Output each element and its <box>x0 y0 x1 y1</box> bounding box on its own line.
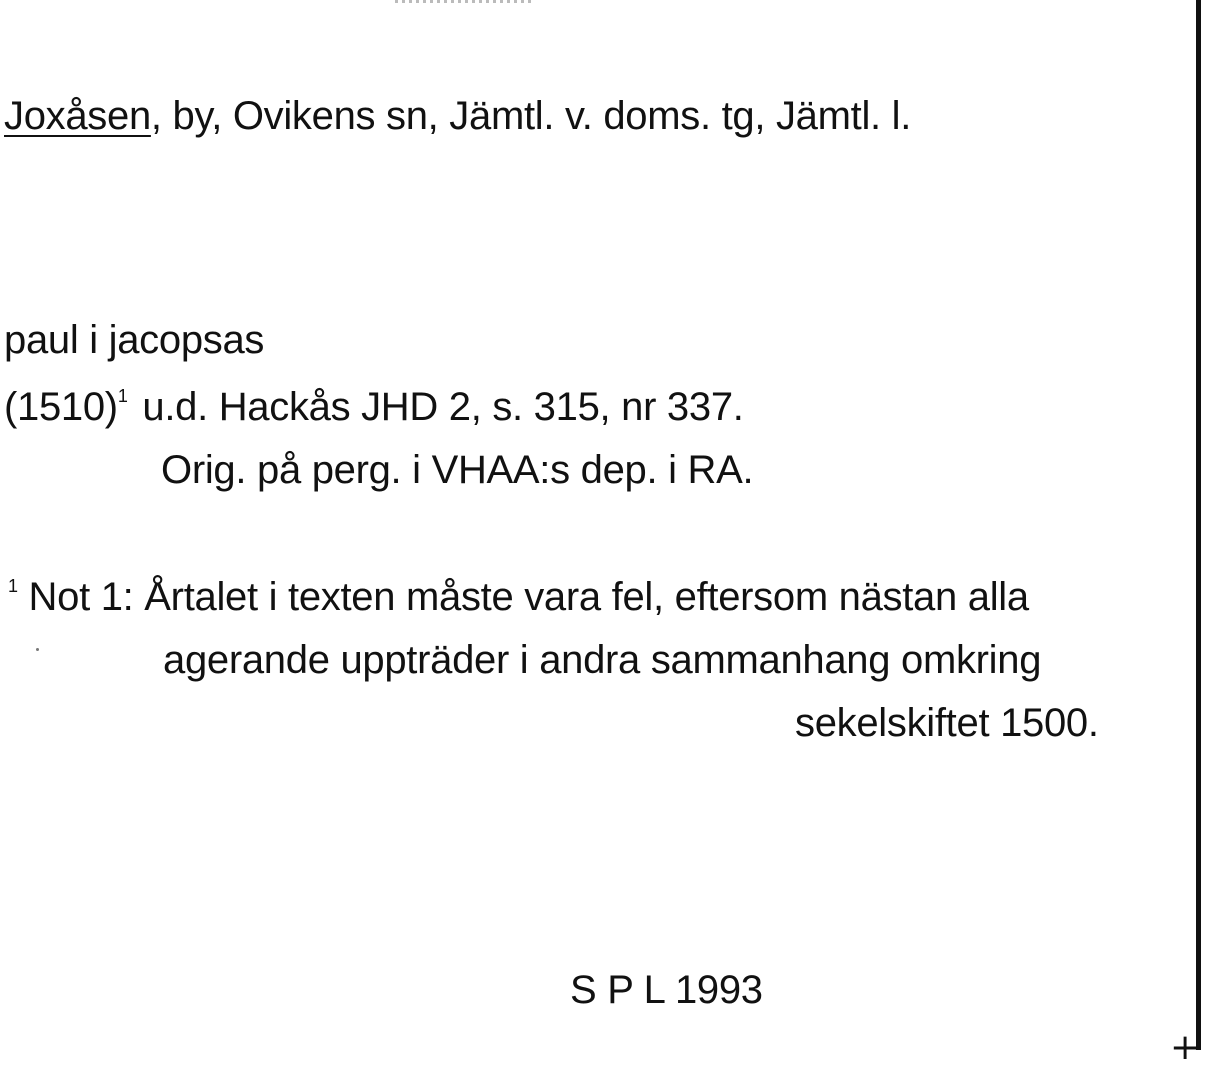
source-line-2: Orig. på perg. i VHAA:s dep. i RA. <box>161 448 754 492</box>
note-line-3: sekelskiftet 1500. <box>795 701 1099 745</box>
card-right-border <box>1196 0 1201 1050</box>
note-line-2: agerande uppträder i andra sammanhang omkring <box>163 638 1042 682</box>
headword: Joxåsen <box>4 94 151 138</box>
source-text-1: u.d. Hackås JHD 2, s. 315, nr 337. <box>142 385 744 429</box>
scan-artifact <box>395 0 535 3</box>
year: (1510) <box>4 385 118 429</box>
note-label: Not 1: <box>28 575 134 619</box>
signature: S P L 1993 <box>570 968 763 1012</box>
scan-speck <box>36 648 39 651</box>
heading-details: , by, Ovikens sn, Jämtl. v. doms. tg, Jämtl. l. <box>150 94 912 138</box>
note-marker: 1 <box>8 575 18 596</box>
source-line-1 <box>4 383 744 431</box>
note-line-1 <box>8 573 1029 621</box>
note-text-1: Årtalet i texten måste vara fel, eftersom nästan alla <box>144 575 1029 619</box>
corner-mark: + <box>1170 1027 1201 1068</box>
footnote-ref: 1 <box>117 385 128 406</box>
name-form: paul i jacopsas <box>4 318 265 362</box>
heading-line <box>4 92 911 140</box>
